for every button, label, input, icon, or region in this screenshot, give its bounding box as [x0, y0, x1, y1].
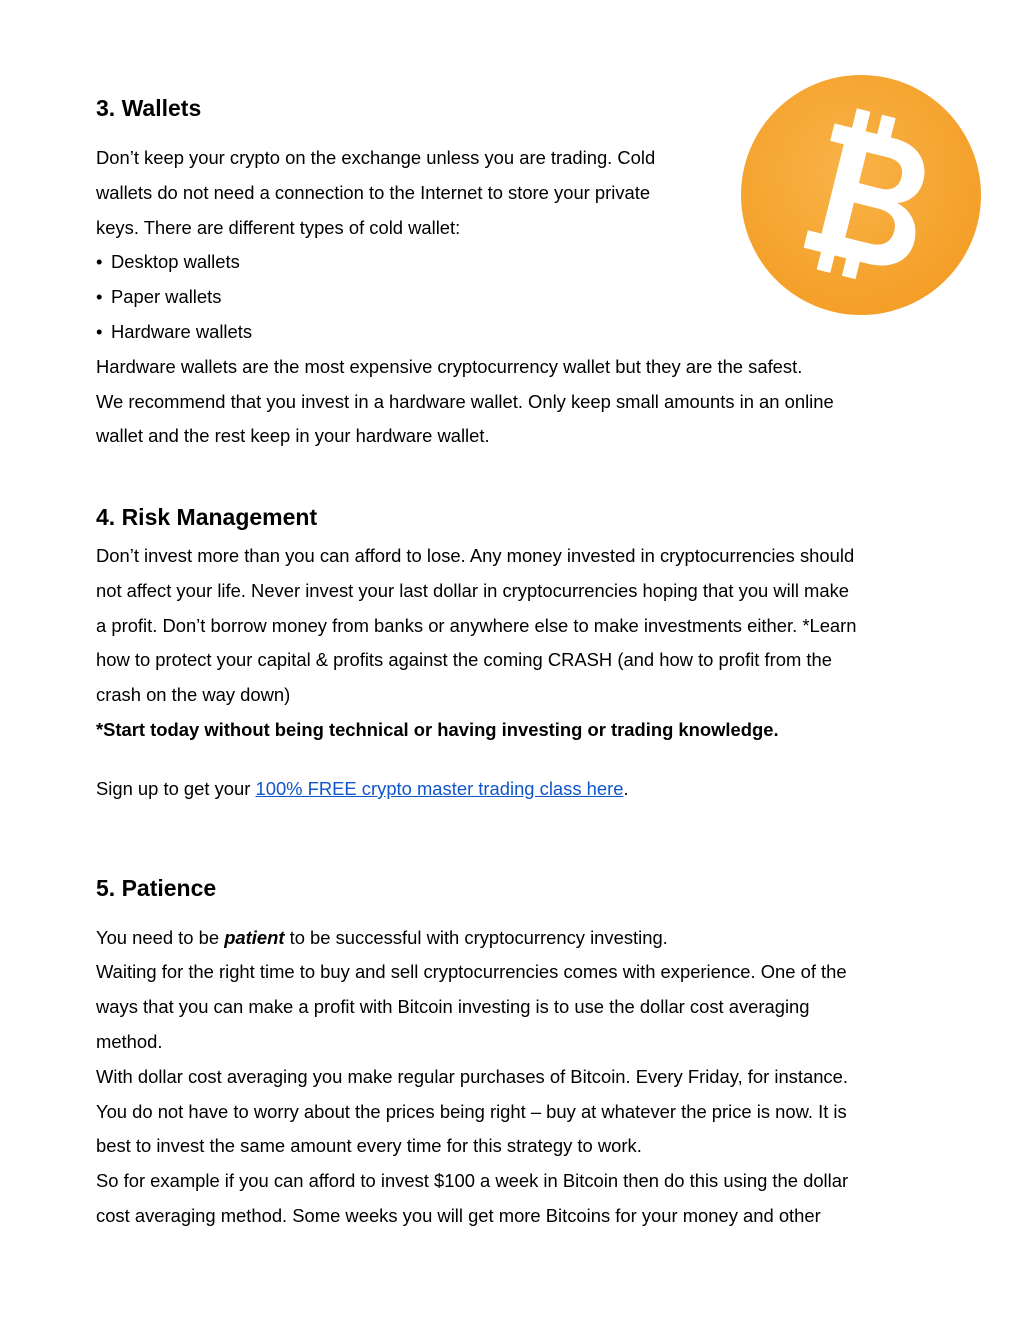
patience-suffix: to be successful with cryptocurrency investing.: [284, 927, 668, 948]
patience-paragraph-line: Waiting for the right time to buy and sell cryptocurrencies comes with experience. One of the: [96, 961, 847, 982]
bullet-marker: •: [96, 286, 103, 307]
risk-paragraph-line: Don’t invest more than you can afford to lose. Any money invested in cryptocurrencies should: [96, 545, 855, 566]
bitcoin-logo-icon: [740, 74, 982, 316]
patience-paragraph-line: cost averaging method. Some weeks you will get more Bitcoins for your money and other: [96, 1205, 821, 1226]
bullet-text: Paper wallets: [111, 286, 222, 307]
wallets-closing-line: Hardware wallets are the most expensive cryptocurrency wallet but they are the safest.: [96, 356, 803, 377]
bullet-marker: •: [96, 251, 103, 272]
bullet-text: Desktop wallets: [111, 251, 240, 272]
wallets-intro-line: keys. There are different types of cold wallet:: [96, 217, 461, 238]
risk-paragraph-line: how to protect your capital & profits against the coming CRASH (and how to profit from the: [96, 649, 832, 670]
patience-paragraph-line: So for example if you can afford to invest $100 a week in Bitcoin then do this using the dollar: [96, 1170, 849, 1191]
wallets-intro-line: wallets do not need a connection to the Internet to store your private: [96, 182, 651, 203]
wallets-closing-line: We recommend that you invest in a hardware wallet. Only keep small amounts in an online: [96, 391, 834, 412]
risk-paragraph-line: not affect your life. Never invest your last dollar in cryptocurrencies hoping that you will make: [96, 580, 850, 601]
patience-paragraph-line: best to invest the same amount every time for this strategy to work.: [96, 1135, 642, 1156]
risk-paragraph-line: a profit. Don’t borrow money from banks or anywhere else to make investments either. *Learn: [96, 615, 857, 636]
patience-prefix: You need to be: [96, 927, 225, 948]
bullet-marker: •: [96, 321, 103, 342]
section-heading-patience: 5. Patience: [96, 875, 217, 901]
bullet-item-paper-wallets: [96, 285, 221, 309]
patience-paragraph-line: With dollar cost averaging you make regular purchases of Bitcoin. Every Friday, for instance.: [96, 1066, 848, 1087]
wallets-intro-line: Don’t keep your crypto on the exchange unless you are trading. Cold: [96, 147, 656, 168]
bullet-item-hardware-wallets: [96, 320, 252, 344]
free-trading-class-link[interactable]: 100% FREE crypto master trading class here: [255, 778, 624, 799]
patience-emphasis: patient: [224, 927, 285, 948]
risk-bold-callout: *Start today without being technical or having investing or trading knowledge.: [96, 719, 779, 740]
patience-first-line: [96, 926, 668, 950]
wallets-closing-line: wallet and the rest keep in your hardware wallet.: [96, 425, 490, 446]
section-heading-wallets: 3. Wallets: [96, 95, 202, 121]
signup-line: [96, 777, 629, 801]
section-heading-risk-management: 4. Risk Management: [96, 504, 318, 530]
bullet-item-desktop-wallets: [96, 250, 240, 274]
risk-paragraph-line: crash on the way down): [96, 684, 291, 705]
patience-paragraph-line: You do not have to worry about the prices being right – buy at whatever the price is now. It is: [96, 1101, 847, 1122]
signup-prefix: Sign up to get your: [96, 778, 256, 799]
patience-paragraph-line: ways that you can make a profit with Bitcoin investing is to use the dollar cost averaging: [96, 996, 810, 1017]
signup-suffix: .: [623, 778, 629, 799]
bullet-text: Hardware wallets: [111, 321, 253, 342]
patience-paragraph-line: method.: [96, 1031, 163, 1052]
